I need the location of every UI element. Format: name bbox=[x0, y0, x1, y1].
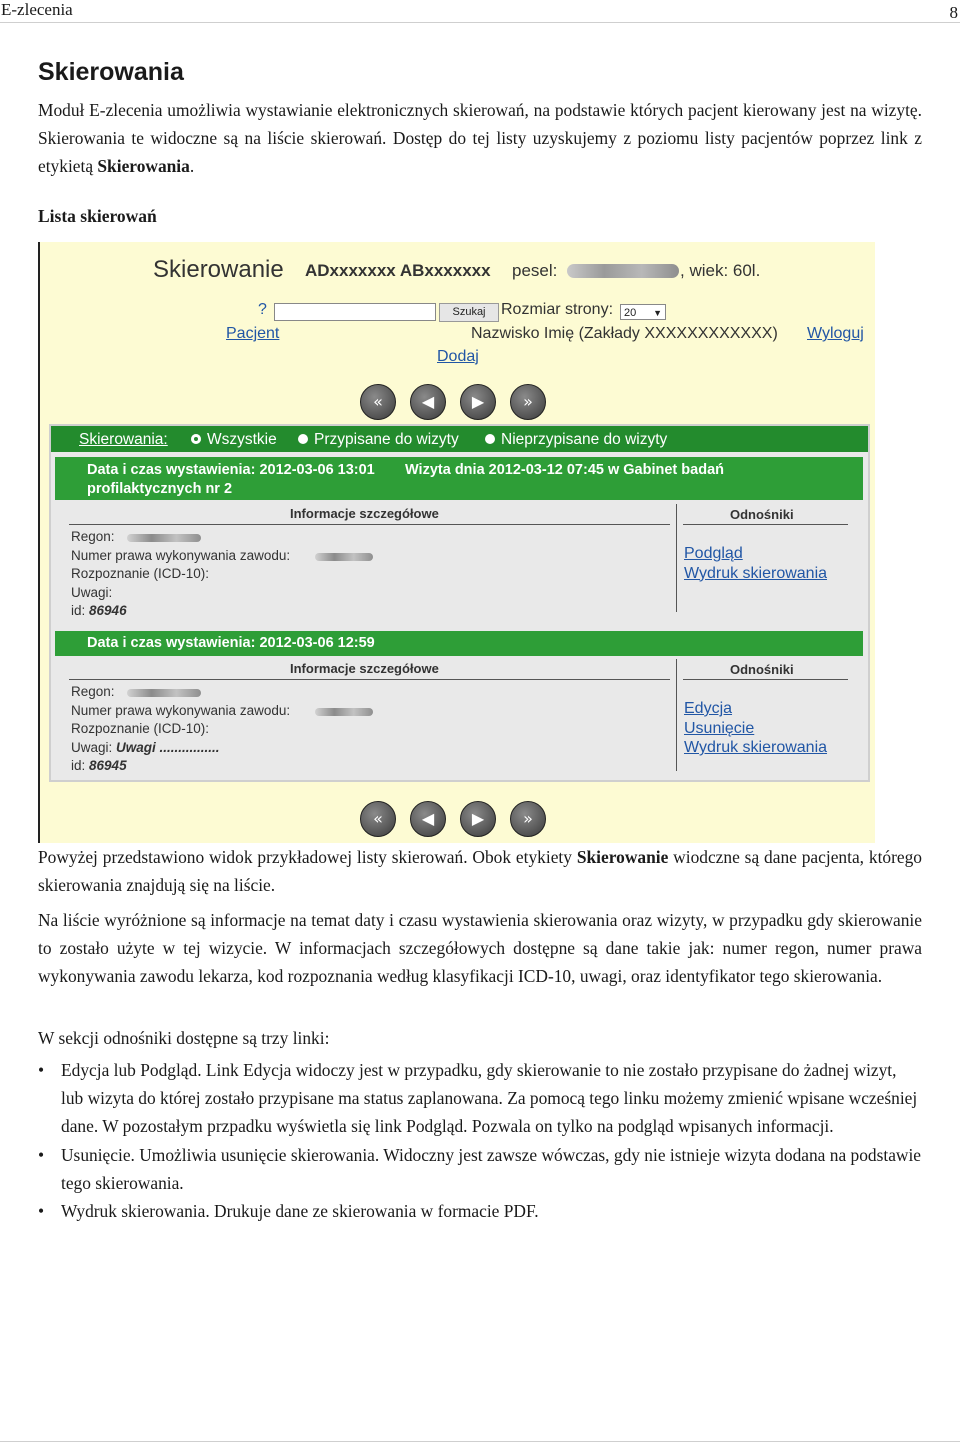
referrals-panel bbox=[49, 424, 870, 782]
pagination-bottom bbox=[360, 801, 545, 837]
radio-selected-icon bbox=[191, 434, 201, 444]
entry-links bbox=[684, 699, 827, 758]
id-value: 86945 bbox=[89, 758, 127, 774]
id-value: 86946 bbox=[89, 603, 127, 619]
bullet-text: Wydruk skierowania. Drukuje dane ze skierowania w formacie PDF. bbox=[61, 1201, 539, 1222]
preview-link[interactable]: Podgląd bbox=[684, 545, 743, 562]
patient-name: ADxxxxxxx ABxxxxxxx bbox=[305, 261, 491, 280]
previous-page-icon[interactable]: ◀ bbox=[410, 801, 446, 837]
list-item bbox=[38, 1141, 922, 1197]
links-bullet-list bbox=[38, 1056, 922, 1225]
next-page-icon[interactable]: ▶ bbox=[460, 384, 496, 420]
npwz-blurred-value bbox=[315, 708, 373, 716]
uwagi-value: Uwagi ................ bbox=[116, 739, 220, 755]
intro-text: Moduł E-zlecenia umożliwia wystawianie elektronicznych skierowań, na podstawie których pacjent kierowany jest na wizytę. Skierowania te widoczne są na liście skierowań. Dostęp do tej listy uzyskujemy z poziomu listy pacjentów poprzez link z etykietą bbox=[38, 100, 922, 177]
bullet-icon: • bbox=[38, 1060, 45, 1080]
uwagi-row bbox=[71, 584, 290, 603]
radio-icon bbox=[298, 434, 308, 444]
add-link[interactable]: Dodaj bbox=[437, 348, 479, 365]
chevron-down-icon: ▼ bbox=[653, 308, 662, 318]
divider bbox=[69, 524, 670, 525]
paragraph-description bbox=[38, 843, 922, 899]
intro-paragraph bbox=[38, 96, 922, 181]
icd-label: Rozpoznanie (ICD-10): bbox=[71, 566, 210, 582]
page-number: 8 bbox=[949, 3, 958, 22]
running-header bbox=[0, 0, 960, 23]
referral-list-screenshot bbox=[38, 242, 875, 843]
regon-blurred-value bbox=[127, 689, 201, 697]
next-page-icon[interactable]: ▶ bbox=[460, 801, 496, 837]
entry-issued-date: Data i czas wystawienia: 2012-03-06 13:01 bbox=[87, 462, 375, 478]
logout-link[interactable]: Wyloguj bbox=[807, 325, 864, 342]
entry-visit-info-cont: profilaktycznych nr 2 bbox=[87, 481, 233, 497]
pacjent-link[interactable]: Pacjent bbox=[226, 325, 280, 342]
section-title: Skierowania bbox=[38, 58, 184, 86]
document-title: E-zlecenia bbox=[1, 0, 73, 19]
filter-option-assigned[interactable] bbox=[298, 431, 459, 449]
previous-page-icon[interactable]: ◀ bbox=[410, 384, 446, 420]
divider bbox=[69, 679, 670, 680]
para2-text: Powyżej przedstawiono widok przykładowej listy skierowań. Obok etykiety bbox=[38, 847, 577, 867]
bullet-icon: • bbox=[38, 1201, 45, 1222]
help-link[interactable]: ? bbox=[258, 301, 267, 318]
print-link[interactable]: Wydruk skierowania bbox=[684, 564, 828, 582]
subsection-title: Lista skierowań bbox=[38, 206, 157, 226]
icd-label: Rozpoznanie (ICD-10): bbox=[71, 721, 210, 737]
entry-links bbox=[684, 544, 827, 583]
page-size-label: Rozmiar strony: bbox=[501, 301, 614, 318]
filter-option-unassigned[interactable] bbox=[485, 431, 667, 449]
para2-text-end: wiodczne są dane pacjenta, którego skierowania znajdują się na liście. bbox=[38, 847, 923, 896]
patient-age: , wiek: 60l. bbox=[680, 261, 761, 280]
info-header: Informacje szczegółowe bbox=[290, 506, 439, 521]
regon-label: Regon: bbox=[71, 684, 115, 699]
edit-link[interactable]: Edycja bbox=[684, 700, 733, 717]
search-input[interactable] bbox=[274, 303, 436, 321]
first-page-icon[interactable]: « bbox=[360, 384, 396, 420]
delete-link[interactable]: Usunięcie bbox=[684, 719, 755, 737]
id-row bbox=[71, 602, 290, 621]
screen-title: Skierowanie bbox=[153, 256, 284, 283]
links-header: Odnośniki bbox=[730, 507, 794, 522]
divider bbox=[676, 504, 677, 612]
intro-bold-label: Skierowania bbox=[97, 156, 190, 177]
last-page-icon[interactable]: » bbox=[510, 801, 546, 837]
uwagi-label: Uwagi: bbox=[71, 739, 113, 755]
filter-option-all[interactable] bbox=[191, 431, 277, 449]
search-button[interactable]: Szukaj bbox=[439, 303, 499, 322]
divider bbox=[683, 679, 848, 680]
page-size-select[interactable] bbox=[620, 304, 666, 320]
list-item bbox=[38, 1197, 922, 1225]
entry-issued-date: Data i czas wystawienia: 2012-03-06 12:59 bbox=[87, 635, 375, 651]
bullet-text: Edycja lub Podgląd. Link Edycja widoczy jest w przypadku, gdy skierowanie to nie zostało przypisane do żadnej wizyt, lub wizyta do której zostało przypisane ma status zaplanowana. Za pomocą tego linku możemy zmienić wpisane wcześniej dane. W pozostałym przpadku wyświetla się link Podgląd. Pozwala on tylko na podgląd wpisanych informacji. bbox=[61, 1060, 918, 1137]
info-header: Informacje szczegółowe bbox=[290, 661, 439, 676]
intro-text-end: . bbox=[189, 156, 195, 177]
id-label: id: bbox=[71, 603, 86, 619]
entry-visit-info: Wizyta dnia 2012-03-12 07:45 w Gabinet badań bbox=[405, 462, 724, 478]
divider bbox=[683, 524, 848, 525]
print-link[interactable]: Wydruk skierowania bbox=[684, 739, 828, 756]
uwagi-label: Uwagi: bbox=[71, 584, 113, 600]
radio-icon bbox=[485, 434, 495, 444]
npwz-label: Numer prawa wykonywania zawodu: bbox=[71, 702, 291, 718]
filter-option-label: Wszystkie bbox=[207, 431, 277, 448]
last-page-icon[interactable]: » bbox=[510, 384, 546, 420]
npwz-label: Numer prawa wykonywania zawodu: bbox=[71, 547, 291, 563]
npwz-blurred-value bbox=[315, 553, 373, 561]
uwagi-row bbox=[71, 739, 290, 758]
regon-blurred-value bbox=[127, 534, 201, 542]
divider bbox=[676, 659, 677, 771]
pesel-blurred-value bbox=[567, 264, 679, 278]
id-row bbox=[71, 757, 290, 776]
filter-option-label: Przypisane do wizyty bbox=[314, 431, 459, 448]
list-item bbox=[38, 1056, 922, 1141]
entry-header bbox=[55, 631, 863, 656]
id-label: id: bbox=[71, 758, 86, 774]
regon-label: Regon: bbox=[71, 529, 115, 544]
para2-bold-label: Skierowanie bbox=[576, 847, 669, 867]
paragraph-details: Na liście wyróżnione są informacje na temat daty i czasu wystawienia skierowania oraz wizyty, w przypadku gdy skierowanie to zostało użyte w tej wizycie. W informacjach szczegółowych dostępne są dane takie jak: numer regon, numer prawa wykonywania zawodu lekarza, kod rozpoznania według klasyfikacji ICD-10, uwagi, oraz identyfikator tego skierowania. bbox=[38, 910, 922, 987]
paragraph-links-intro: W sekcji odnośniki dostępne są trzy linki: bbox=[38, 1028, 330, 1048]
entry-header bbox=[55, 457, 863, 500]
user-info: Nazwisko Imię (Zakłady XXXXXXXXXXXX) bbox=[471, 325, 778, 342]
pesel-label: pesel: bbox=[512, 261, 558, 280]
pagination-top bbox=[360, 384, 545, 420]
first-page-icon[interactable]: « bbox=[360, 801, 396, 837]
filter-option-label: Nieprzypisane do wizyty bbox=[501, 431, 668, 448]
links-header: Odnośniki bbox=[730, 662, 794, 677]
footer-rule bbox=[0, 1441, 960, 1442]
filter-label[interactable]: Skierowania: bbox=[79, 431, 168, 448]
page-size-value: 20 bbox=[624, 307, 637, 319]
filter-bar bbox=[51, 426, 868, 452]
bullet-icon: • bbox=[38, 1144, 45, 1165]
bullet-text: Usunięcie. Umożliwia usunięcie skierowania. Widoczny jest zawsze wówczas, gdy nie istnieje wizyta dodana na podstawie tego skierowania. bbox=[61, 1144, 922, 1193]
